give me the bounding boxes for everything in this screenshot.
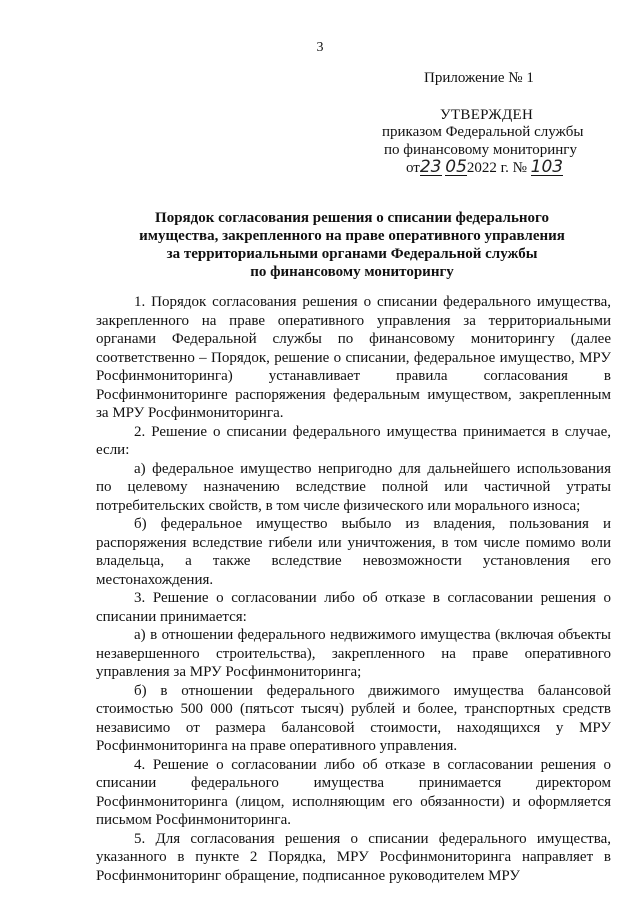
paragraph-3a: а) в отношении федерального недвижимого имущества (включая объекты незавершенного строительства), закрепленного на праве оперативного управления за МРУ Росфинмониторинга;: [96, 627, 611, 680]
document-body: [96, 293, 611, 885]
order-line-2: по финансовому мониторингу: [384, 142, 577, 158]
approved-heading: УТВЕРЖДЕН: [440, 107, 534, 123]
date-year: 2022 г. №: [466, 160, 527, 176]
title-line-4: по финансовому мониторингу: [250, 264, 454, 280]
document-title: [92, 209, 612, 281]
title-line-3: за территориальными органами Федеральной службы: [166, 246, 538, 262]
paragraph-1: 1. Порядок согласования решения о списании федерального имущества, закрепленного на праве оперативного управления за территориальными органами Федеральной службы по финансовому мониторингу (далее соответственно – Порядок, решение о списании, федеральное имущество, МРУ Росфинмониторинга) устанавливает правила согласования в Росфинмониторинге распоряжения федеральным имуществом, закрепленным за МРУ Росфинмониторинга.: [96, 294, 611, 421]
paragraph-3: 3. Решение о согласовании либо об отказе в согласовании решения о списании принимается:: [96, 590, 611, 625]
paragraph-3b: б) в отношении федерального движимого имущества балансовой стоимостью 500 000 (пятьсот тысяч) рублей и более, транспортных средств независимо от размера балансовой стоимости, находящихся у МРУ Росфинмониторинга на праве оперативного управления.: [96, 682, 611, 754]
paragraph-5: 5. Для согласования решения о списании федерального имущества, указанного в пункте 2 Порядка, МРУ Росфинмониторинга направляет в Росфинмониторинг обращение, подписанное руководителем МРУ: [96, 830, 611, 884]
order-line-1: приказом Федеральной службы: [382, 124, 584, 140]
appendix-label: Приложение № 1: [424, 70, 534, 86]
date-month: 05: [445, 157, 467, 177]
title-line-1: Порядок согласования решения о списании федерального: [155, 210, 549, 226]
date-day: 23: [419, 157, 442, 177]
paragraph-2a: а) федеральное имущество непригодно для дальнейшего использования по целевому назначению вследствие полной или частичной утраты потребительских свойств, в том числе физического или морального износа;: [96, 460, 611, 514]
order-number: 103: [530, 157, 564, 177]
date-prefix: от: [406, 160, 420, 176]
paragraph-4: 4. Решение о согласовании либо об отказе в согласовании решения о списании федерального имущества принимается директором Росфинмониторинга (лицом, исполняющим его обязанности) и оформляется письмом Росфинмониторинга.: [96, 756, 611, 828]
paragraph-2: 2. Решение о списании федерального имущества принимается в случае, если:: [96, 423, 611, 458]
paragraph-2b: б) федеральное имущество выбыло из владения, пользования и распоряжения вследствие гибели или уничтожения, в том числе помимо воли владельца, а также вследствие невозможности установления его местонахождения.: [96, 516, 611, 588]
title-line-2: имущества, закрепленного на праве оперативного управления: [139, 228, 565, 244]
page-number: 3: [316, 40, 324, 55]
order-date-line: [406, 157, 564, 177]
